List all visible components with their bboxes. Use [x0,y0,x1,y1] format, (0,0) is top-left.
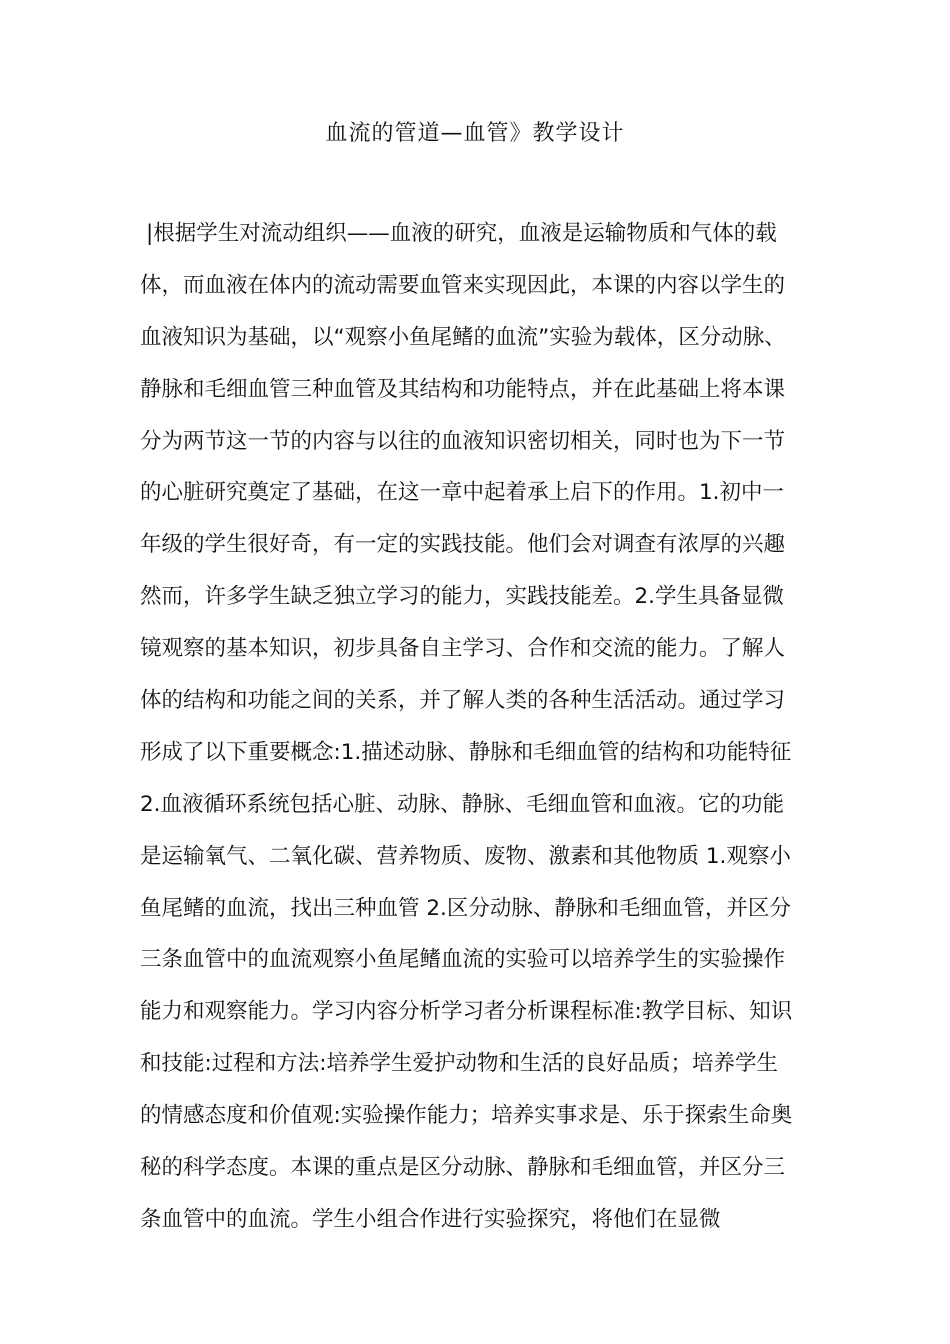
body-line: 分为两节这一节的内容与以往的血液知识密切相关，同时也为下一节 [140,428,786,454]
body-line: 条血管中的血流。学生小组合作进行实验探究，将他们在显微 [140,1206,721,1232]
body-line: 的情感态度和价值观:实验操作能力；培养实事求是、乐于探索生命奥 [140,1103,793,1129]
body-line: 形成了以下重要概念:1.描述动脉、静脉和毛细血管的结构和功能特征 [140,739,792,765]
body-line: 鱼尾鳍的血流，找出三种血管 2.区分动脉、静脉和毛细血管，并区分 [140,895,791,921]
body-line: 体，而血液在体内的流动需要血管来实现因此，本课的内容以学生的 [140,272,786,298]
body-line: 年级的学生很好奇，有一定的实践技能。他们会对调查有浓厚的兴趣 [140,532,786,558]
body-line: 和技能:过程和方法:培养学生爱护动物和生活的良好品质；培养学生 [140,1051,778,1077]
body-line: 体的结构和功能之间的关系，并了解人类的各种生活活动。通过学习 [140,688,786,714]
body-line: 然而，许多学生缺乏独立学习的能力，实践技能差。2.学生具备显微 [140,584,785,610]
body-line: |根据学生对流动组织——血液的研究，血液是运输物质和气体的载 [146,221,777,246]
document-body [140,216,830,1254]
body-line: 能力和观察能力。学习内容分析学习者分析课程标准:教学目标、知识 [140,999,793,1025]
body-line: 2.血液循环系统包括心脏、动脉、静脉、毛细血管和血液。它的功能 [140,791,785,817]
body-line: 镜观察的基本知识，初步具备自主学习、合作和交流的能力。了解人 [140,636,786,662]
body-line: 血液知识为基础，以“观察小鱼尾鳍的血流”实验为载体，区分动脉、 [140,324,786,350]
document-title: 血流的管道—血管》教学设计 [325,121,625,146]
body-line: 静脉和毛细血管三种血管及其结构和功能特点，并在此基础上将本课 [140,376,786,402]
body-line: 秘的科学态度。本课的重点是区分动脉、静脉和毛细血管，并区分三 [140,1155,786,1181]
body-line: 是运输氧气、二氧化碳、营养物质、废物、激素和其他物质 1.观察小 [140,843,791,869]
body-line: 三条血管中的血流观察小鱼尾鳍血流的实验可以培养学生的实验操作 [140,947,786,973]
body-line: 的心脏研究奠定了基础，在这一章中起着承上启下的作用。1.初中一 [140,480,785,506]
